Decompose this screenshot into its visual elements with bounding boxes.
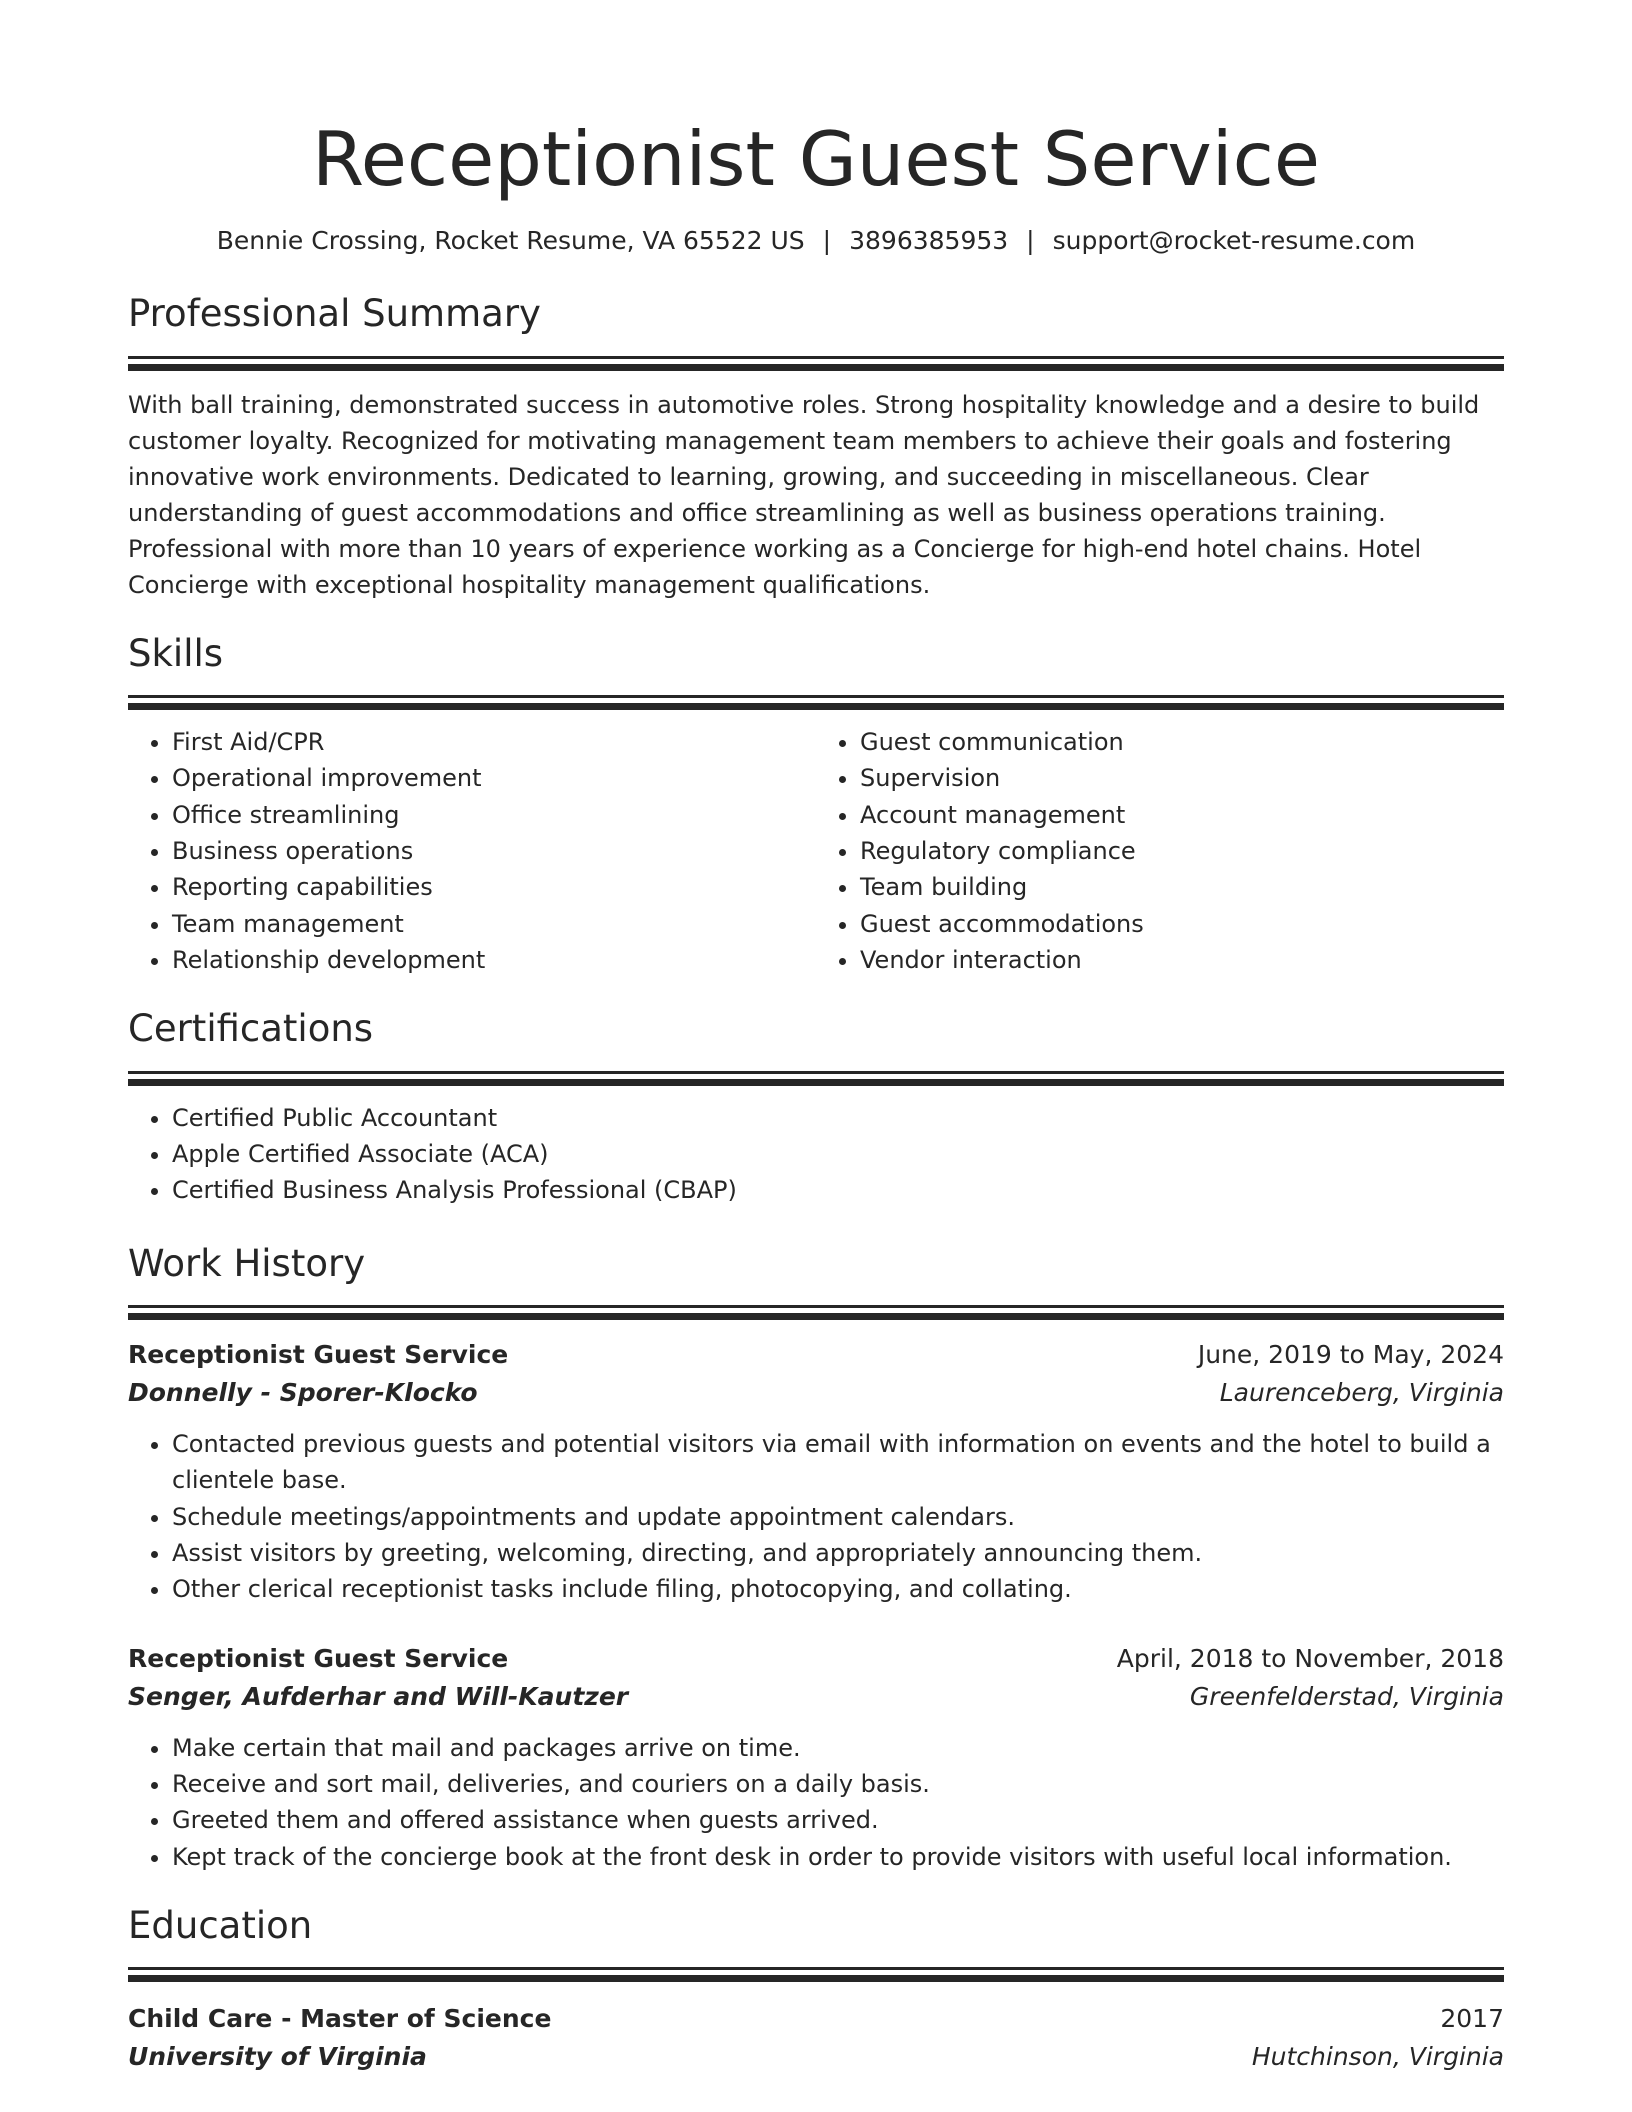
skill-item: • Guest accommodations [860, 906, 1504, 942]
section-divider-thick [128, 1079, 1504, 1086]
skill-item: • Supervision [860, 760, 1504, 796]
section-divider-thick [128, 364, 1504, 371]
education-entry [128, 2000, 1504, 2076]
job-location: Laurenceberg, Virginia [1219, 1378, 1504, 1408]
section-divider [128, 695, 1504, 698]
job-entry [128, 1640, 1504, 1875]
section-divider-thick [128, 1313, 1504, 1320]
job-header-row [128, 1336, 1504, 1374]
contact-address: Bennie Crossing, Rocket Resume, VA 65522 US [216, 225, 805, 255]
job-duty-item: • Receive and sort mail, deliveries, and couriers on a daily basis. [172, 1766, 1504, 1802]
skills-section [128, 633, 1504, 979]
job-duties-list [128, 1426, 1504, 1607]
summary-section [128, 293, 1504, 603]
job-dates: April, 2018 to November, 2018 [1116, 1643, 1504, 1673]
resume-title: Receptionist Guest Service [312, 115, 1320, 203]
job-company-row [128, 1678, 1504, 1716]
job-duty-item: • Schedule meetings/appointments and update appointment calendars. [172, 1499, 1504, 1535]
education-section [128, 1905, 1504, 2077]
section-heading-work-history: Work History [128, 1241, 366, 1285]
job-company-row [128, 1374, 1504, 1412]
job-duties-list [128, 1730, 1504, 1875]
job-duty-item: • Greeted them and offered assistance when guests arrived. [172, 1802, 1504, 1838]
section-divider [128, 1967, 1504, 1970]
skills-list-right [816, 724, 1504, 978]
certifications-list [128, 1100, 1504, 1209]
skill-item: • Vendor interaction [860, 942, 1504, 978]
job-duty-item: • Assist visitors by greeting, welcoming, directing, and appropriately announcing them. [172, 1535, 1504, 1571]
section-heading-skills: Skills [128, 631, 224, 675]
contact-separator: | [1026, 225, 1035, 255]
section-divider [128, 1305, 1504, 1308]
education-header-row [128, 2000, 1504, 2038]
skills-grid [128, 724, 1504, 978]
job-title: Receptionist Guest Service [128, 1643, 509, 1673]
education-school-row [128, 2038, 1504, 2076]
job-company: Donnelly - Sporer-Klocko [128, 1378, 478, 1408]
skill-item: • Team management [172, 906, 816, 942]
contact-phone: 3896385953 [849, 225, 1009, 255]
contact-email: support@rocket-resume.com [1052, 225, 1416, 255]
skills-column-left [128, 724, 816, 978]
skill-item: • Relationship development [172, 942, 816, 978]
section-divider [128, 1071, 1504, 1074]
skill-item: • Team building [860, 869, 1504, 905]
job-header-row [128, 1640, 1504, 1678]
certifications-section [128, 1008, 1504, 1208]
summary-text: With ball training, demonstrated success in automotive roles. Strong hospitality knowledge and a desire to build customer loyalty. Recognized for motivating management team members to achieve their goals and fostering innovative work environments. Dedicated to learning, growing, and succeeding in miscellaneous. Clear understanding of guest accommodations and office streamlining as well as business operations training. Professional with more than 10 years of experience working as a Concierge for high-end hotel chains. Hotel Concierge with exceptional hospitality management qualifications. [128, 390, 1480, 599]
skill-item: • First Aid/CPR [172, 724, 816, 760]
job-entry [128, 1336, 1504, 1607]
section-divider-thick [128, 1975, 1504, 1982]
certification-item: • Certified Public Accountant [172, 1100, 1504, 1136]
job-duty-item: • Kept track of the concierge book at the front desk in order to provide visitors with useful local information. [172, 1839, 1504, 1875]
education-degree: Child Care - Master of Science [128, 2004, 552, 2034]
certification-item: • Certified Business Analysis Professional (CBAP) [172, 1172, 1504, 1208]
section-heading-certifications: Certifications [128, 1007, 374, 1051]
skills-list-left [128, 724, 816, 978]
skill-item: • Guest communication [860, 724, 1504, 760]
skill-item: • Reporting capabilities [172, 869, 816, 905]
skill-item: • Business operations [172, 833, 816, 869]
contact-separator: | [822, 225, 832, 255]
job-company: Senger, Aufderhar and Will-Kautzer [128, 1681, 629, 1711]
skill-item: • Operational improvement [172, 760, 816, 796]
job-duty-item: • Make certain that mail and packages arrive on time. [172, 1730, 1504, 1766]
skill-item: • Account management [860, 797, 1504, 833]
skill-item: • Office streamlining [172, 797, 816, 833]
job-location: Greenfelderstad, Virginia [1189, 1681, 1504, 1711]
certification-item: • Apple Certified Associate (ACA) [172, 1136, 1504, 1172]
job-title: Receptionist Guest Service [128, 1340, 509, 1370]
contact-line [128, 225, 1504, 258]
job-dates: June, 2019 to May, 2024 [1197, 1340, 1504, 1370]
section-heading-education: Education [128, 1903, 313, 1947]
work-history-section [128, 1243, 1504, 1875]
education-year: 2017 [1440, 2004, 1504, 2034]
education-school: University of Virginia [128, 2042, 427, 2072]
skills-column-right [816, 724, 1504, 978]
job-duty-item: • Other clerical receptionist tasks include filing, photocopying, and collating. [172, 1571, 1504, 1607]
education-location: Hutchinson, Virginia [1251, 2042, 1504, 2072]
section-divider-thick [128, 703, 1504, 710]
section-heading-summary: Professional Summary [128, 292, 541, 335]
job-duty-item: • Contacted previous guests and potential visitors via email with information on events and the hotel to build a clientele base. [172, 1426, 1504, 1499]
skill-item: • Regulatory compliance [860, 833, 1504, 869]
section-divider [128, 356, 1504, 359]
